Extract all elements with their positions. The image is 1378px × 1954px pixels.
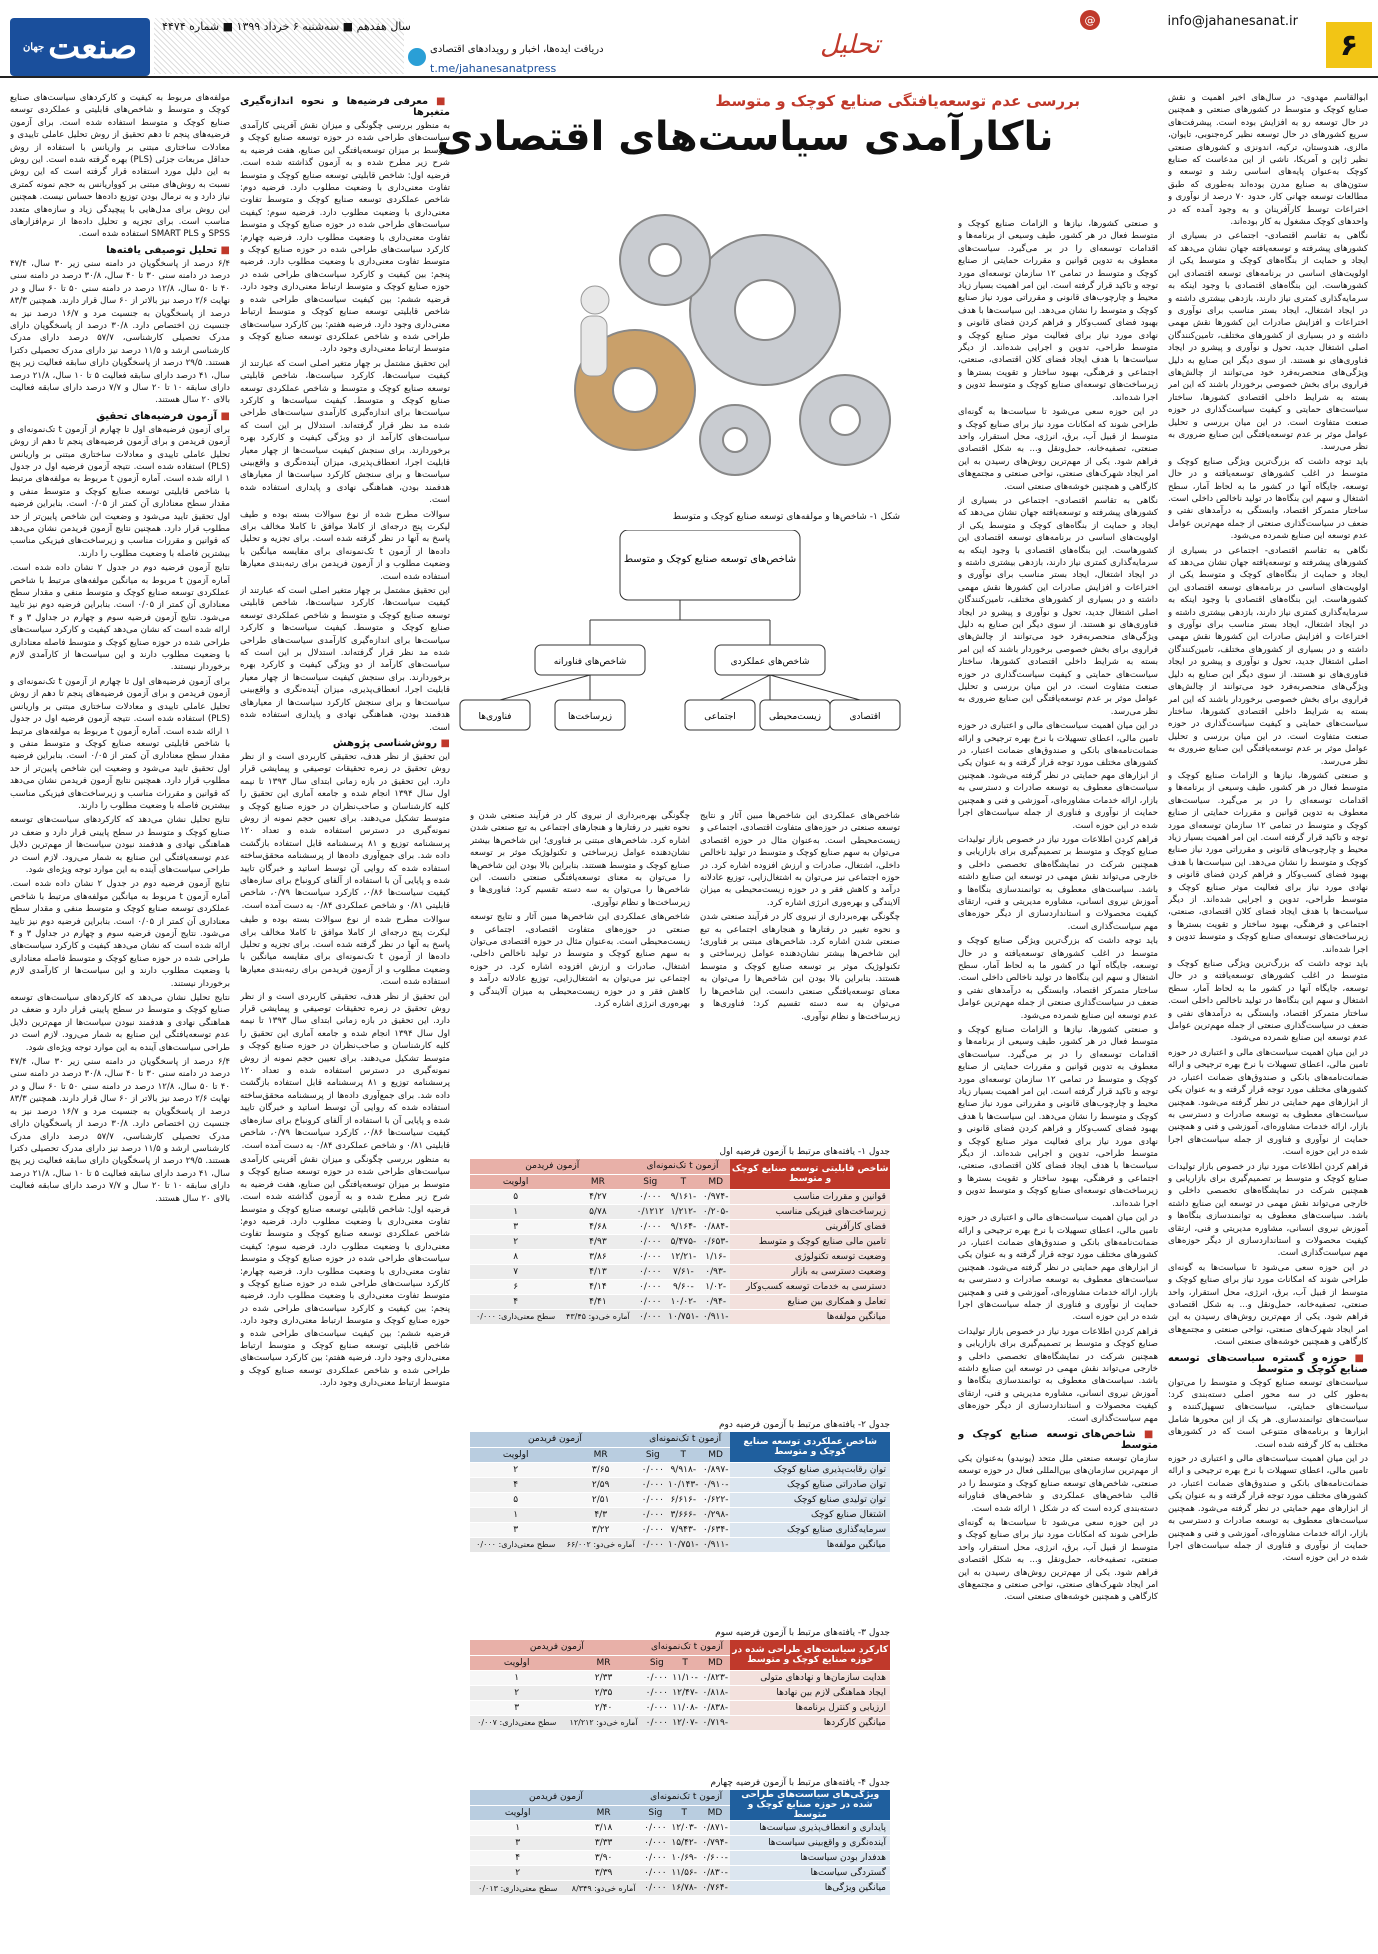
paragraph: و صنعتی کشورها، نیازها و الزامات صنایع کوچک و متوسط فعال در هر کشور، طیف وسیعی از برنامه‌ها و اقدامات توسعه‌ای را در بر می‌گیرد. سیاست‌های معطوف به تدوین قوانین و مقررات حمایتی از صنایع کوچک و متوسط در تمامی ۱۲ سازمان توسعه‌ای مورد توجه و تاکید قرار گرفته است. این امر اهمیت بسیار زیاد محیط و چارچوب‌های قانونی و مقرراتی مورد نیاز صنایع کوچک و متوسط را نشان می‌دهد. این سیاست‌ها با هدف بهبود فضای کسب‌وکار و فراهم کردن فضای قانونی و نهادی مورد نیاز برای فعالیت موثر صنایع کوچک و متوسط طراحی، تدوین و اجرایی شده‌اند. از دیگر سیاست‌ها با هدف ایجاد فضای کلان اقتصادی، صنعتی، اجتماعی و فرهنگی، بهبود ساختار و تقویت بسترها و زیرساخت‌های توسعه‌ای صنایع کوچک و متوسط تدوین و اجرا شده‌اند. [1168, 770, 1368, 955]
table-title: جدول ۱- یافته‌های مرتبط با آزمون فرضیه اول [719, 1147, 890, 1157]
row-label: توان تولیدی صنایع کوچک [730, 1492, 890, 1507]
table-cell: ۲/۵۱ [561, 1492, 639, 1507]
table-cell: -۱۲/۰۳ [669, 1821, 700, 1836]
table-cell: ۰/۰۰۰ [642, 1881, 669, 1896]
table-cell: سطح معنی‌داری: ۰/۰۰۰ [470, 1309, 561, 1324]
table-cell: -۰/۹۳ [701, 1264, 730, 1279]
article-kicker: بررسی عدم توسعه‌یافتگی صنایع کوچک و متوسط [715, 92, 1080, 110]
table-cell: -۰/۸۲۳ [700, 1670, 730, 1685]
paragraph: فراهم کردن اطلاعات مورد نیاز در خصوص بازار تولیدات صنایع کوچک و متوسط بر تصمیم‌گیری برای بازاریابی و همچنین شرکت در نمایشگاه‌های تخصصی داخلی و خارجی می‌تواند نقش مهمی در توسعه این صنایع داشته باشد. سیاست‌های معطوف به توانمندسازی بنگاه‌ها و آموزش نیروی انسانی، مشاوره مدیریتی و فنی، ارتقای کیفیت محصولات و استانداردسازی از دیگر حوزه‌های مهم سیاست‌گذاری است. [1168, 1161, 1368, 1259]
row-label: دسترسی به خدمات توسعه کسب‌وکار [730, 1279, 890, 1294]
column-header: T [669, 1805, 700, 1820]
table-cell: ۴/۴۱ [561, 1294, 634, 1309]
table-row [470, 1685, 890, 1700]
table-cell: -۳/۶۶۶ [666, 1507, 701, 1522]
table-cell: ۰/۰۰۰ [635, 1249, 666, 1264]
table-cell: ۴ [470, 1477, 561, 1492]
table-cell: -۱۲/۲۱ [666, 1249, 701, 1264]
table-cell: ۳ [470, 1522, 561, 1537]
column-header: Sig [644, 1655, 670, 1670]
table-cell: ۰/۰۰۰ [640, 1537, 666, 1552]
row-label: توان صادراتی صنایع کوچک [730, 1477, 890, 1492]
table-cell: -۰/۸۱۸ [700, 1685, 730, 1700]
table-cell: ۰/۰۰۰ [640, 1477, 666, 1492]
table-4 [470, 1776, 890, 1896]
table-cell: ۱ [470, 1821, 565, 1836]
table-cell: -۰/۷۱۹ [700, 1715, 730, 1730]
row-label: میانگین ویژگی‌ها [730, 1881, 890, 1896]
paragraph: در این حوزه سعی می‌شود تا سیاست‌ها به گونه‌ای طراحی شوند که امکانات مورد نیاز برای صنایع کوچک و متوسط از قبیل آب، برق، انرژی، محل استقرار، واحد صنعتی، تصفیه‌خانه، حمل‌ونقل و... به شکل اقتصادی فراهم شود. یکی از مهم‌ترین روش‌های رسیدن به این امر ایجاد شهرک‌های صنعتی، نواحی صنعتی و مجتمع‌های کارگاهی و همچنین خوشه‌های صنعتی است. [958, 407, 1158, 492]
table-cell: -۹/۶۰ [666, 1279, 701, 1294]
table-cell: ۴/۹۳ [561, 1234, 634, 1249]
table-cell: ۶ [470, 1279, 561, 1294]
leaf-label: زیست‌محیطی [769, 712, 821, 722]
table-cell: ۴/۳ [561, 1507, 639, 1522]
table-title: جدول ۲- یافته‌های مرتبط با آزمون فرضیه دوم [718, 1420, 890, 1430]
table-row [470, 1264, 890, 1279]
table-cell: -۱۲/۰۷ [670, 1715, 700, 1730]
column-header: T [666, 1447, 701, 1462]
table-cell: -۱۰/۷۵۱ [666, 1309, 701, 1324]
column-header: MR [561, 1447, 639, 1462]
table-cell: ۲ [470, 1462, 561, 1477]
column-1 [1168, 92, 1368, 1942]
root-node-label: شاخص‌های توسعه صنایع کوچک و متوسط [623, 554, 797, 565]
table-cell: ۳/۹۰ [565, 1851, 642, 1866]
table-cell: -۱۱/۰۸ [670, 1700, 700, 1715]
table-row [470, 1294, 890, 1309]
paragraph: باید توجه داشت که بزرگ‌ترین ویژگی صنایع کوچک و متوسط در اغلب کشورهای توسعه‌یافته و در حال توسعه، جایگاه آنها در کشور ما به لحاظ آمار، سطح اشتغال و سهم این بنگاه‌ها در تولید ناخالص داخلی است. ساختار متمرکز اقتصاد، وابستگی به درآمدهای نفتی و ضعف در سیاست‌گذاری صنعتی از جمله مهم‌ترین عوامل عدم توسعه این صنایع شمرده می‌شود. [1168, 959, 1368, 1044]
root-node [620, 530, 800, 600]
table-cell: -۰/۷۶۴ [700, 1881, 731, 1896]
ttest-header: آزمون t تک‌نمونه‌ای [640, 1432, 731, 1447]
column-header: MR [565, 1805, 642, 1820]
table-cell: -۱۰/۰۲ [666, 1294, 701, 1309]
subheading: ■ آزمون فرضیه‌های تحقیق [10, 411, 230, 422]
column-header: MR [563, 1655, 643, 1670]
paragraph: در این میان اهمیت سیاست‌های مالی و اعتباری در حوزه تامین مالی، اعطای تسهیلات با نرخ بهره ترجیحی و ارائه ضمانت‌نامه‌های بانکی و صندوق‌های ضمانت اعتبار، در کشورهای مختلف مورد توجه قرار گرفته و به عنوان یکی از ابزارهای مهم حمایتی در نظر گرفته می‌شود. همچنین سیاست‌های معطوف به توسعه صادرات و دسترسی به بازار، ارائه خدمات مشاوره‌ای، آموزشی و فنی و همچنین حمایت از نوآوری و فناوری از جمله سیاست‌های اجرا شده در این حوزه است. [1168, 1047, 1368, 1158]
table-cell: ۴ [470, 1294, 561, 1309]
table-1 [470, 1145, 890, 1325]
table-cell: ۳ [470, 1836, 565, 1851]
friedman-header: آزمون فریدمن [470, 1640, 644, 1655]
paragraph: ۶/۴ درصد از پاسخگویان در دامنه سنی زیر ۳۰ سال، ۴۷/۴ درصد در دامنه سنی ۳۰ تا ۴۰ سال، ۳۰/۸ درصد در دامنه سنی ۴۰ تا ۵۰ سال، ۱۲/۸ درصد در دامنه سنی ۵۰ تا ۶۰ سال و در نهایت ۲/۶ درصد نیز بالاتر از ۶۰ سال قرار دارند. همچنین ۸۳/۳ درصد از پاسخگویان به جنسیت مرد و ۱۶/۷ درصد نیز به جنسیت زن اختصاص دارد. ۳۰/۸ درصد از پاسخگویان دارای مدرک تحصیلی کارشناسی، ۵۷/۷ درصد دارای مدرک کارشناسی ارشد و ۱۱/۵ درصد نیز دارای مدرک تحصیلی دکترا هستند. ۲۹/۵ درصد از پاسخگویان دارای سابقه فعالیت زیر پنج سال، ۴۱ درصد دارای سابقه فعالیت ۵ تا ۱۰ سال، ۲۱/۸ درصد دارای سابقه ۱۰ تا ۲۰ سال و ۷/۷ درصد دارای سابقه فعالیت بالای ۲۰ سال هستند. [10, 1057, 230, 1204]
table-cell: -۰/۷۹۴ [700, 1836, 731, 1851]
table-cell: آماره خی‌دو: ۸/۳۴۹ [565, 1881, 642, 1896]
table-cell: -۷/۹۴۳ [666, 1522, 701, 1537]
table-cell: -۰/۹۴ [701, 1294, 730, 1309]
human-figure [581, 286, 609, 376]
table-cell: آماره خی‌دو: ۴۳/۴۵ [561, 1309, 634, 1324]
table-cell: -۰/۶۵۳ [701, 1234, 730, 1249]
paragraph: فراهم کردن اطلاعات مورد نیاز در خصوص بازار تولیدات صنایع کوچک و متوسط بر تصمیم‌گیری برای بازاریابی و همچنین شرکت در نمایشگاه‌های تخصصی داخلی و خارجی می‌تواند نقش مهمی در توسعه این صنایع داشته باشد. سیاست‌های معطوف به توانمندسازی بنگاه‌ها و آموزش نیروی انسانی، مشاوره مدیریتی و فنی، ارتقای کیفیت محصولات و استانداردسازی از دیگر حوزه‌های مهم سیاست‌گذاری است. [958, 1326, 1158, 1424]
table-header-main: ویژگی‌های سیاست‌های طراحی شده در حوزه صنایع کوچک و متوسط [730, 1790, 890, 1821]
table-row [470, 1715, 890, 1730]
table-cell: -۱۰/۱۴۳ [666, 1477, 701, 1492]
paragraph: باید توجه داشت که بزرگ‌ترین ویژگی صنایع کوچک و متوسط در اغلب کشورهای توسعه‌یافته و در حال توسعه، جایگاه آنها در کشور ما به لحاظ آمار، سطح اشتغال و سهم این بنگاه‌ها در تولید ناخالص داخلی است. ساختار متمرکز اقتصاد، وابستگی به درآمدهای نفتی و ضعف در سیاست‌گذاری صنعتی از جمله مهم‌ترین عوامل عدم توسعه این صنایع شمرده می‌شود. [958, 936, 1158, 1021]
page-number: ۶ [1326, 22, 1372, 68]
paragraph: این تحقیق مشتمل بر چهار متغیر اصلی است که عبارتند از کیفیت سیاست‌ها، کارکرد سیاست‌ها، شاخص قابلیتی توسعه صنایع کوچک و متوسط و شاخص عملکردی توسعه صنایع کوچک و متوسط. کیفیت سیاست‌ها و کارکرد سیاست‌ها برای اندازه‌گیری کارآمدی سیاست‌های طراحی شده مد نظر قرار گرفته‌اند. استدلال بر این است که سیاست‌های کارآمد از دو ویژگی کیفیت و کارکرد بهره برخوردارند. برای سنجش کیفیت سیاست‌ها از چهار معیار قابلیت اجرا، انعطاف‌پذیری، میزان آینده‌نگری و واقع‌بینی سیاست‌ها و برای سنجش کارکرد سیاست‌ها از معیارهای هدفمند بودن، هماهنگی نهادی و پایداری استفاده شده است. [240, 358, 450, 506]
paragraph: سیاست‌های توسعه صنایع کوچک و متوسط را می‌توان به‌طور کلی در سه محور اصلی دسته‌بندی کرد: سیاست‌های حمایتی، سیاست‌های تسهیل‌کننده و سیاست‌های توانمندسازی. هر یک از این محورها شامل ابزارها و برنامه‌های متنوعی است که در کشورهای مختلف به کار گرفته شده است. [1168, 1377, 1368, 1450]
row-label: تامین مالی صنایع کوچک و متوسط [730, 1234, 890, 1249]
table-row [470, 1507, 890, 1522]
section-title: تحلیل [820, 30, 881, 60]
newspaper-logo[interactable] [10, 18, 150, 76]
column-header: MD [700, 1655, 730, 1670]
column-header: T [670, 1655, 700, 1670]
friedman-header: آزمون فریدمن [470, 1432, 640, 1447]
paragraph: برای آزمون فرضیه‌های اول تا چهارم از آزمون t تک‌نمونه‌ای و آزمون فریدمن و برای آزمون فرضیه‌های پنجم تا دهم از روش تحلیل عاملی تاییدی و معادلات ساختاری مبتنی بر واریانس (PLS) استفاده شده است. نتیجه آزمون فرضیه اول در جدول ۱ ارائه شده است. آماره آزمون t مربوط به مولفه‌های مرتبط با شاخص قابلیتی توسعه صنایع کوچک و متوسط منفی و مقدار سطح معناداری آن کمتر از ۰/۰۵ است. بنابراین فرضیه اول تحقیق تایید می‌شود و وضعیت این شاخص پایین‌تر از حد مطلوب قرار دارد. همچنین نتایج آزمون فریدمن نشان می‌دهد که قوانین و مقررات مناسب و زیرساخت‌های فیزیکی مناسب بیشترین فاصله با وضعیت مطلوب را دارند. [10, 424, 230, 559]
table-cell: ۲ [470, 1866, 565, 1881]
mid-left-text [470, 810, 690, 1140]
column-header: T [666, 1174, 701, 1189]
table-cell: ۴/۱۳ [561, 1264, 634, 1279]
subheading: ■ حوزه و گستره سیاست‌های توسعه صنایع کوچک و متوسط [1168, 1353, 1368, 1375]
leaf-label: فناوری‌ها [478, 712, 512, 722]
row-label: وضعیت توسعه تکنولوژی [730, 1249, 890, 1264]
table-row [470, 1462, 890, 1477]
table-cell: ۲/۳۳ [563, 1670, 643, 1685]
paragraph: در این میان اهمیت سیاست‌های مالی و اعتباری در حوزه تامین مالی، اعطای تسهیلات با نرخ بهره ترجیحی و ارائه ضمانت‌نامه‌های بانکی و صندوق‌های ضمانت اعتبار، در کشورهای مختلف مورد توجه قرار گرفته و به عنوان یکی از ابزارهای مهم حمایتی در نظر گرفته می‌شود. همچنین سیاست‌های معطوف به توسعه صادرات و دسترسی به بازار، ارائه خدمات مشاوره‌ای، آموزشی و فنی و همچنین حمایت از نوآوری و فناوری از جمله سیاست‌های اجرا شده در این حوزه است. [958, 721, 1158, 831]
paragraph: نگاهی به تقاسم اقتصادی- اجتماعی در بسیاری از کشورهای پیشرفته و توسعه‌یافته جهان نشان می‌دهد که ایجاد و حمایت از بنگاه‌های کوچک و متوسط یکی از اولویت‌های اساسی در برنامه‌های توسعه اقتصادی این کشورهاست. این بنگاه‌های اقتصادی با وجود اینکه به سرمایه‌گذاری کمتری نیاز دارند، بازدهی بیشتری داشته و در ایجاد اشتغال، ایجاد بستر مناسب برای نوآوری و اختراعات و افزایش صادرات این کشورها نقش مهمی داشته و در بسیاری از کشورهای مختلف، تامین‌کنندگان اصلی اشتغال جدید، تحول و نوآوری و پیشرو در ایجاد فناوری‌های نو هستند. از سوی دیگر این صنایع به دلیل ویژگی‌های منحصربه‌فرد خود می‌توانند از چالش‌های فراروی برای بخش خصوصی برخوردار باشند که این امر بسته به شرایط داخلی اقتصادی کشورها، ساختار سیاست‌های حمایتی و کیفیت سیاست‌گذاری در حوزه صنعت متفاوت است. در این میان بررسی و تحلیل عوامل موثر بر عدم توسعه‌یافتگی این صنایع ضروری به نظر می‌رسد. [958, 495, 1158, 717]
table-cell: ۰/۱۲۱۲ [635, 1204, 666, 1219]
table-cell: ۰/۰۰۰ [644, 1685, 670, 1700]
table-cell: -۰/۲۰۵ [701, 1204, 730, 1219]
table-cell: ۴/۲۷ [561, 1189, 634, 1204]
paragraph: این تحقیق از نظر هدف، تحقیقی کاربردی است و از نظر روش تحقیق در زمره تحقیقات توصیفی و پیمایشی قرار دارد. این تحقیق در بازه زمانی ابتدای سال ۱۳۹۳ تا نیمه اول سال ۱۳۹۴ انجام شده و جامعه آماری این تحقیق را کلیه کارشناسان و صاحب‌نظران در حوزه صنایع کوچک و متوسط تشکیل می‌دهند. برای تعیین حجم نمونه از روش نمونه‌گیری در دسترس استفاده شده و تعداد ۱۲۰ پرسشنامه توزیع و ۸۱ پرسشنامه قابل استفاده بازگشت داده شد. برای جمع‌آوری داده‌ها از پرسشنامه محقق‌ساخته استفاده شده که روایی آن توسط اساتید و خبرگان تایید شده و پایایی آن با استفاده از آلفای کرونباخ برای سازه‌های کیفیت سیاست‌ها ۰/۸۶، کارکرد سیاست‌ها ۰/۷۹، شاخص قابلیتی ۰/۸۱ و شاخص عملکردی ۰/۸۴ به دست آمده است. [240, 991, 450, 1151]
column-header: Sig [635, 1174, 666, 1189]
logo-subtext: جهان [22, 41, 45, 53]
ttest-header: آزمون t تک‌نمونه‌ای [635, 1159, 731, 1174]
paragraph: شاخص‌های عملکردی این شاخص‌ها مبین آثار و نتایج توسعه صنعتی در حوزه‌های متفاوت اقتصادی، اجتماعی و زیست‌محیطی است. به‌عنوان مثال در حوزه اقتصادی می‌توان به سهم صنایع کوچک و متوسط در تولید ناخالص داخلی، اشتغال، صادرات و ارزش افزوده اشاره کرد. در حوزه اجتماعی نیز می‌توان به اشتغال‌زایی، توزیع عادلانه درآمد و کاهش فقر و در حوزه زیست‌محیطی به میزان آلایندگی و بهره‌وری انرژی اشاره کرد. [700, 811, 900, 908]
table-row [470, 1700, 890, 1715]
row-label: میانگین مولفه‌ها [730, 1537, 890, 1552]
table-row [470, 1851, 890, 1866]
row-label: گستردگی سیاست‌ها [730, 1866, 890, 1881]
table-cell: ۳/۱۸ [565, 1821, 642, 1836]
table-cell: ۲ [470, 1234, 561, 1249]
table-row [470, 1189, 890, 1204]
table-cell: ۳/۳۳ [565, 1836, 642, 1851]
logo-text: صنعت [48, 27, 138, 67]
table-cell: -۰/۶۰۰ [700, 1851, 731, 1866]
column-header: MR [561, 1174, 634, 1189]
table-cell: ۷ [470, 1264, 561, 1279]
row-label: ارزیابی و کنترل برنامه‌ها [730, 1700, 890, 1715]
table-cell: ۰/۰۰۰ [642, 1836, 669, 1851]
table-cell: -۰/۹۱۰ [701, 1477, 731, 1492]
table-cell: -۱/۰۲ [701, 1279, 730, 1294]
paragraph: و صنعتی کشورها، نیازها و الزامات صنایع کوچک و متوسط فعال در هر کشور، طیف وسیعی از برنامه‌ها و اقدامات توسعه‌ای را در بر می‌گیرد. سیاست‌های معطوف به تدوین قوانین و مقررات حمایتی از صنایع کوچک و متوسط در تمامی ۱۲ سازمان توسعه‌ای مورد توجه و تاکید قرار گرفته است. این امر اهمیت بسیار زیاد محیط و چارچوب‌های قانونی و مقرراتی مورد نیاز صنایع کوچک و متوسط را نشان می‌دهد. این سیاست‌ها با هدف بهبود فضای کسب‌وکار و فراهم کردن فضای قانونی و نهادی مورد نیاز برای فعالیت موثر صنایع کوچک و متوسط طراحی، تدوین و اجرایی شده‌اند. از دیگر سیاست‌ها با هدف ایجاد فضای کلان اقتصادی، صنعتی، اجتماعی و فرهنگی، بهبود ساختار و تقویت بسترها و زیرساخت‌های توسعه‌ای صنایع کوچک و متوسط تدوین و اجرا شده‌اند. [958, 1025, 1158, 1209]
row-label: آینده‌نگری و واقع‌بینی سیاست‌ها [730, 1836, 890, 1851]
row-label: میانگین کارکردها [730, 1715, 890, 1730]
table-cell: -۰/۹۷۴ [701, 1189, 730, 1204]
paragraph: این تحقیق از نظر هدف، تحقیقی کاربردی است و از نظر روش تحقیق در زمره تحقیقات توصیفی و پیمایشی قرار دارد. این تحقیق در بازه زمانی ابتدای سال ۱۳۹۳ تا نیمه اول سال ۱۳۹۴ انجام شده و جامعه آماری این تحقیق را کلیه کارشناسان و صاحب‌نظران در حوزه صنایع کوچک و متوسط تشکیل می‌دهند. برای تعیین حجم نمونه از روش نمونه‌گیری در دسترس استفاده شده و تعداد ۱۲۰ پرسشنامه توزیع و ۸۱ پرسشنامه قابل استفاده بازگشت داده شد. برای جمع‌آوری داده‌ها از پرسشنامه محقق‌ساخته استفاده شده که روایی آن توسط اساتید و خبرگان تایید شده و پایایی آن با استفاده از آلفای کرونباخ برای سازه‌های کیفیت سیاست‌ها ۰/۸۶، کارکرد سیاست‌ها ۰/۷۹، شاخص قابلیتی ۰/۸۱ و شاخص عملکردی ۰/۸۴ به دست آمده است. [240, 751, 450, 911]
table-title: جدول ۴- یافته‌های مرتبط با آزمون فرضیه چهارم [710, 1778, 890, 1788]
table-cell: ۰/۰۰۰ [642, 1851, 669, 1866]
row-label: میانگین مولفه‌ها [730, 1309, 890, 1324]
table-row [470, 1234, 890, 1249]
paragraph: سوالات مطرح شده از نوع سوالات بسته بوده و طیف لیکرت پنج درجه‌ای از کاملا موافق تا کاملا مخالف برای پاسخ به آنها در نظر گرفته شده است. برای تجزیه و تحلیل داده‌ها از آزمون t تک‌نمونه‌ای برای مقایسه میانگین با وضعیت مطلوب و از آزمون فریدمن برای رتبه‌بندی معیارها استفاده شده است. [240, 915, 450, 988]
table-cell: ۰/۰۰۰ [640, 1462, 666, 1477]
friedman-header: آزمون فریدمن [470, 1790, 642, 1805]
table-cell: -۹/۱۶۴ [666, 1219, 701, 1234]
table-row [470, 1670, 890, 1685]
leaf-label: اجتماعی [704, 712, 736, 722]
table-cell: ۲/۴۰ [563, 1700, 643, 1715]
paragraph: در این میان اهمیت سیاست‌های مالی و اعتباری در حوزه تامین مالی، اعطای تسهیلات با نرخ بهره ترجیحی و ارائه ضمانت‌نامه‌های بانکی و صندوق‌های ضمانت اعتبار، در کشورهای مختلف مورد توجه قرار گرفته و به عنوان یکی از ابزارهای مهم حمایتی در نظر گرفته می‌شود. همچنین سیاست‌های معطوف به توسعه صادرات و دسترسی به بازار، ارائه خدمات مشاوره‌ای، آموزشی و فنی و همچنین حمایت از نوآوری و فناوری از جمله سیاست‌های اجرا شده در این حوزه است. [1168, 1454, 1368, 1564]
table-cell: ۰/۰۰۰ [635, 1234, 666, 1249]
table-cell: -۱۰/۶۹ [669, 1851, 700, 1866]
table-cell: -۰/۸۸۴ [701, 1219, 730, 1234]
table-cell: -۰/۸۹۷ [701, 1462, 731, 1477]
indicators-diagram [440, 530, 910, 800]
paragraph: چگونگی بهره‌برداری از نیروی کار در فرآیند صنعتی شدن و نحوه تغییر در رفتارها و هنجارهای اجتماعی به تبع صنعتی شدن اشاره کرد. شاخص‌های مبتنی بر فناوری؛ این شاخص‌ها بیشتر نشان‌دهنده عوامل زیرساختی و تکنولوژیک موثر بر توسعه صنایع کوچک و متوسط هستند. بنابراین بالا بودن این شاخص‌ها را می‌توان به معنای توسعه‌یافتگی صنعتی دانست. این شاخص‌ها را می‌توان به سه دسته تقسیم کرد: فناوری‌ها و زیرساخت‌ها و نظام نوآوری. [700, 912, 900, 1022]
table-cell: ۰/۰۰۰ [635, 1219, 666, 1234]
paragraph: شاخص‌های عملکردی این شاخص‌ها مبین آثار و نتایج توسعه صنعتی در حوزه‌های متفاوت اقتصادی، اجتماعی و زیست‌محیطی است. به‌عنوان مثال در حوزه اقتصادی می‌توان به سهم صنایع کوچک و متوسط در تولید ناخالص داخلی، اشتغال، صادرات و ارزش افزوده اشاره کرد. در حوزه اجتماعی نیز می‌توان به اشتغال‌زایی، توزیع عادلانه درآمد و کاهش فقر و در حوزه زیست‌محیطی به میزان آلایندگی و بهره‌وری انرژی اشاره کرد. [470, 912, 690, 1010]
author-lead: ابوالقاسم مهدوی- در سال‌های اخیر اهمیت و نقش صنایع کوچک و متوسط در کشورهای صنعتی و همچنین در حال توسعه رو به افزایش بوده است. پیشرفت‌های سریع کشورهای در حال توسعه نظیر کره‌جنوبی، تایوان، مالزی، هندوستان، ترکیه، اندونزی و کشورهای صنعتی نظیر ژاپن و آمریکا، ناشی از این مدعاست که صنایع کوچک به‌عنوان پایه‌های اساسی رشد و توسعه و ستون‌های به صنایع مدرن بوده‌اند به‌طوری که طبق مطالعات توسعه جهانی کار، حدود ۷۰ درصد از نوآوری و اختراعات توسط کارآفرینان و به وجود آمده که در واحدهای کوچک مشغول به کار بوده‌اند. [1168, 93, 1368, 228]
table-header-main: کارکرد سیاست‌های طراحی شده در حوزه صنایع کوچک و متوسط [730, 1640, 890, 1670]
table-cell: آماره خی‌دو: ۶۶/۰۰۲ [561, 1537, 639, 1552]
paragraph: چگونگی بهره‌برداری از نیروی کار در فرآیند صنعتی شدن و نحوه تغییر در رفتارها و هنجارهای اجتماعی به تبع صنعتی شدن اشاره کرد. شاخص‌های مبتنی بر فناوری؛ این شاخص‌ها بیشتر نشان‌دهنده عوامل زیرساختی و تکنولوژیک موثر بر توسعه صنایع کوچک و متوسط هستند. بنابراین بالا بودن این شاخص‌ها را می‌توان به معنای توسعه‌یافتگی صنعتی دانست. این شاخص‌ها را می‌توان به سه دسته تقسیم کرد: فناوری‌ها و زیرساخت‌ها و نظام نوآوری. [470, 811, 690, 908]
figure-caption: شکل ۱- شاخص‌ها و مولفه‌های توسعه صنایع کوچک و متوسط [672, 512, 900, 522]
telegram-text: دریافت ایده‌ها، اخبار و رویدادهای اقتصادی [430, 44, 604, 55]
table-cell: ۰/۰۰۰ [642, 1821, 669, 1836]
row-label: هدفدار بودن سیاست‌ها [730, 1851, 890, 1866]
table-cell: -۰/۸۳۸ [700, 1700, 730, 1715]
table-cell: -۱۵/۴۲ [669, 1836, 700, 1851]
subheading: ■ روش‌شناسی پژوهش [240, 738, 450, 749]
table-cell: -۰/۸۷۱ [700, 1821, 731, 1836]
gears-illustration [545, 190, 905, 490]
email-icon: @ [1080, 10, 1100, 30]
row-label: وضعیت دسترسی به بازار [730, 1264, 890, 1279]
table-cell: ۰/۰۰۰ [644, 1670, 670, 1685]
paragraph: نتایج آزمون فرضیه دوم در جدول ۲ نشان داده شده است. آماره آزمون t مربوط به میانگین مولفه‌های مرتبط با شاخص عملکردی توسعه صنایع کوچک و متوسط منفی و مقدار سطح معناداری آن کمتر از ۰/۰۵ است. بنابراین فرضیه دوم نیز تایید می‌شود. نتایج آزمون فرضیه سوم و چهارم در جداول ۳ و ۴ ارائه شده است که نشان می‌دهد کیفیت و کارکرد سیاست‌های طراحی شده در حوزه صنایع کوچک و متوسط فاصله معناداری با وضعیت مطلوب دارند و این سیاست‌ها از کارآمدی لازم برخوردار نیستند. [10, 879, 230, 989]
table-header-main: شاخص قابلیتی توسعه صنایع کوچک و متوسط [730, 1159, 890, 1189]
table-cell: ۴/۶۸ [561, 1219, 634, 1234]
column-header: MD [701, 1447, 731, 1462]
table-cell: ۰/۰۰۰ [640, 1492, 666, 1507]
table-cell: ۰/۰۰۰ [640, 1507, 666, 1522]
subheading: ■ معرفی فرضیه‌ها و نحوه اندازه‌گیری متغیرها [240, 96, 450, 118]
table-cell: -۰/۹۱۱ [701, 1309, 730, 1324]
paragraph: نگاهی به تقاسم اقتصادی- اجتماعی در بسیاری از کشورهای پیشرفته و توسعه‌یافته جهان نشان می‌دهد که ایجاد و حمایت از بنگاه‌های کوچک و متوسط یکی از اولویت‌های اساسی در برنامه‌های توسعه اقتصادی این کشورهاست. این بنگاه‌های اقتصادی با وجود اینکه به سرمایه‌گذاری کمتری نیاز دارند، بازدهی بیشتری داشته و در ایجاد اشتغال، ایجاد بستر مناسب برای نوآوری و اختراعات و افزایش صادرات این کشورها نقش مهمی داشته و در بسیاری از کشورهای مختلف، تامین‌کنندگان اصلی اشتغال جدید، تحول و نوآوری و پیشرو در ایجاد فناوری‌های نو هستند. از سوی دیگر این صنایع به دلیل ویژگی‌های منحصربه‌فرد خود می‌توانند از چالش‌های فراروی برای بخش خصوصی برخوردار باشند که این امر بسته به شرایط داخلی اقتصادی کشورها، ساختار سیاست‌های حمایتی و کیفیت سیاست‌گذاری در حوزه صنعت متفاوت است. در این میان بررسی و تحلیل عوامل موثر بر عدم توسعه‌یافتگی این صنایع ضروری به نظر می‌رسد. [1168, 231, 1368, 453]
table-cell: ۰/۰۰۰ [644, 1715, 670, 1730]
table-cell: -۱۰/۷۵۱ [666, 1537, 701, 1552]
table-row [470, 1279, 890, 1294]
table-cell: ۵/۷۸ [561, 1204, 634, 1219]
table-3 [470, 1626, 890, 1731]
table-cell: ۳ [470, 1700, 563, 1715]
telegram-icon [408, 48, 426, 66]
table-cell: ۰/۰۰۰ [635, 1279, 666, 1294]
paragraph: نتایج تحلیل نشان می‌دهد که کارکردهای سیاست‌های توسعه صنایع کوچک و متوسط در سطح پایینی قرار دارد و ضعف در هماهنگی نهادی و هدفمند نبودن سیاست‌ها از مهم‌ترین دلایل عدم توسعه‌یافتگی این صنایع به شمار می‌رود. لازم است در طراحی سیاست‌های آینده به این موارد توجه ویژه‌ای شود. [10, 993, 230, 1053]
tech-node-label: شاخص‌های فناورانه [553, 657, 627, 667]
table-cell: -۱/۱۶ [701, 1249, 730, 1264]
paragraph: این تحقیق مشتمل بر چهار متغیر اصلی است که عبارتند از کیفیت سیاست‌ها، کارکرد سیاست‌ها، شاخص قابلیتی توسعه صنایع کوچک و متوسط و شاخص عملکردی توسعه صنایع کوچک و متوسط. کیفیت سیاست‌ها و کارکرد سیاست‌ها برای اندازه‌گیری کارآمدی سیاست‌های طراحی شده مد نظر قرار گرفته‌اند. استدلال بر این است که سیاست‌های کارآمد از دو ویژگی کیفیت و کارکرد بهره برخوردارند. برای سنجش کیفیت سیاست‌ها از چهار معیار قابلیت اجرا، انعطاف‌پذیری، میزان آینده‌نگری و واقع‌بینی سیاست‌ها و برای سنجش کارکرد سیاست‌ها از معیارهای هدفمند بودن، هماهنگی نهادی و پایداری استفاده شده است. [240, 586, 450, 733]
paragraph: ۶/۴ درصد از پاسخگویان در دامنه سنی زیر ۳۰ سال، ۴۷/۴ درصد در دامنه سنی ۳۰ تا ۴۰ سال، ۳۰/۸ درصد در دامنه سنی ۴۰ تا ۵۰ سال، ۱۲/۸ درصد در دامنه سنی ۵۰ تا ۶۰ سال و در نهایت ۲/۶ درصد نیز بالاتر از ۶۰ سال قرار دارند. همچنین ۸۳/۳ درصد از پاسخگویان به جنسیت مرد و ۱۶/۷ درصد نیز به جنسیت زن اختصاص دارد. ۳۰/۸ درصد از پاسخگویان دارای مدرک تحصیلی کارشناسی، ۵۷/۷ درصد دارای مدرک کارشناسی ارشد و ۱۱/۵ درصد نیز دارای مدرک تحصیلی دکترا هستند. ۲۹/۵ درصد از پاسخگویان دارای سابقه فعالیت زیر پنج سال، ۴۱ درصد دارای سابقه فعالیت ۵ تا ۱۰ سال، ۲۱/۸ درصد دارای سابقه ۱۰ تا ۲۰ سال و ۷/۷ درصد دارای سابقه فعالیت بالای ۲۰ سال هستند. [10, 258, 230, 406]
column-4 [10, 92, 230, 1942]
table-cell: ۱ [470, 1204, 561, 1219]
row-label: قوانین و مقررات مناسب [730, 1189, 890, 1204]
table-row [470, 1219, 890, 1234]
table-cell: ۱ [470, 1507, 561, 1522]
friedman-header: آزمون فریدمن [470, 1159, 635, 1174]
table-cell: -۱۲/۴۷ [670, 1685, 700, 1700]
paragraph: مولفه‌های مربوط به کیفیت و کارکردهای سیاست‌های صنایع کوچک و متوسط و شاخص‌های قابلیتی و عملکردی توسعه صنایع کوچک و متوسط استفاده شده است. برای آزمون فرضیه‌های پنجم تا دهم تحقیق از روش تحلیل عاملی تاییدی و معادلات ساختاری مبتنی بر واریانس با استفاده از روش حداقل مربعات جزئی (PLS) بهره گرفته شده است. این روش به این دلیل مورد استفاده قرار گرفته است که این روش نسبت به روش‌های مبتنی بر کوواریانس به حجم نمونه کمتری نیاز دارد و به نرمال بودن توزیع داده‌ها حساس نیست. همچنین این روش برای مدل‌هایی با پیچیدگی زیاد و سازه‌های متعدد مناسب است. برای تجزیه و تحلیل داده‌ها از نرم‌افزارهای SPSS و SMART PLS استفاده شده است. [10, 93, 230, 240]
table-cell: سطح معنی‌داری: ۰/۰۰۰ [470, 1537, 561, 1552]
table-cell: ۳/۳۹ [565, 1866, 642, 1881]
column-header: MD [701, 1174, 730, 1189]
paragraph: به منظور بررسی چگونگی و میزان نقش آفرینی کارآمدی سیاست‌های طراحی شده در حوزه توسعه صنایع کوچک و متوسط بر میزان توسعه‌یافتگی این صنایع، هفت فرضیه به شرح زیر مطرح شده و به آزمون گذاشته شده است. فرضیه اول: شاخص قابلیتی توسعه صنایع کوچک و متوسط تفاوت معنی‌داری با وضعیت مطلوب دارد. فرضیه دوم: شاخص عملکردی توسعه صنایع کوچک و متوسط تفاوت معنی‌داری با وضعیت مطلوب دارد. فرضیه سوم: کیفیت سیاست‌های طراحی شده در حوزه صنایع کوچک و متوسط تفاوت معنی‌داری با وضعیت مطلوب دارد. فرضیه چهارم: کارکرد سیاست‌های طراحی شده در حوزه صنایع کوچک و متوسط تفاوت معنی‌داری با وضعیت مطلوب دارد. فرضیه پنجم: بین کیفیت و کارکرد سیاست‌های طراحی شده در حوزه صنایع کوچک و متوسط ارتباط معنی‌داری وجود دارد. فرضیه ششم: بین کیفیت سیاست‌های طراحی شده و شاخص قابلیتی توسعه صنایع کوچک و متوسط ارتباط معنی‌داری وجود دارد. فرضیه هفتم: بین کارکرد سیاست‌های طراحی شده و شاخص عملکردی توسعه صنایع کوچک و متوسط ارتباط معنی‌داری وجود دارد. [240, 1154, 450, 1389]
table-cell: ۱ [470, 1670, 563, 1685]
table-cell: ۰/۰۰۰ [640, 1522, 666, 1537]
table-header-main: شاخص عملکردی توسعه صنایع کوچک و متوسط [730, 1432, 890, 1462]
table-row [470, 1821, 890, 1836]
table-row [470, 1492, 890, 1507]
row-label: توان رقابت‌پذیری صنایع کوچک [730, 1462, 890, 1477]
table-row [470, 1204, 890, 1219]
row-label: سرمایه‌گذاری صنایع کوچک [730, 1522, 890, 1537]
column-header: Sig [642, 1805, 669, 1820]
table-row [470, 1537, 890, 1552]
row-label: زیرساخت‌های فیزیکی مناسب [730, 1204, 890, 1219]
column-header: Sig [640, 1447, 666, 1462]
row-label: ایجاد هماهنگی لازم بین نهادها [730, 1685, 890, 1700]
table-row [470, 1866, 890, 1881]
table-cell: ۳/۲۲ [561, 1522, 639, 1537]
row-label: اشتغال صنایع کوچک [730, 1507, 890, 1522]
table-cell: -۰/۸۳۰ [700, 1866, 731, 1881]
column-header: اولویت [470, 1174, 561, 1189]
paragraph: فراهم کردن اطلاعات مورد نیاز در خصوص بازار تولیدات صنایع کوچک و متوسط بر تصمیم‌گیری برای بازاریابی و همچنین شرکت در نمایشگاه‌های تخصصی داخلی و خارجی می‌تواند نقش مهمی در توسعه این صنایع داشته باشد. سیاست‌های معطوف به توانمندسازی بنگاه‌ها و آموزش نیروی انسانی، مشاوره مدیریتی و فنی، ارتقای کیفیت محصولات و استانداردسازی از دیگر حوزه‌های مهم سیاست‌گذاری است. [958, 834, 1158, 932]
table-cell: ۳/۸۶ [561, 1249, 634, 1264]
paragraph: سوالات مطرح شده از نوع سوالات بسته بوده و طیف لیکرت پنج درجه‌ای از کاملا موافق تا کاملا مخالف برای پاسخ به آنها در نظر گرفته شده است. برای تجزیه و تحلیل داده‌ها از آزمون t تک‌نمونه‌ای برای مقایسه میانگین با وضعیت مطلوب و از آزمون فریدمن برای رتبه‌بندی معیارها استفاده شده است. [240, 509, 450, 582]
issue-date: سال هفدهم ■ سه‌شنبه ۶ خرداد ۱۳۹۹ ■ شماره ۴۴۷۴ [162, 20, 411, 33]
leaf-label: زیرساخت‌ها [568, 712, 612, 722]
table-row [470, 1881, 890, 1896]
table-cell: سطح معنی‌داری: ۰/۰۰۷ [470, 1715, 563, 1730]
table-cell: ۴ [470, 1851, 565, 1866]
table-cell: ۲/۳۵ [563, 1685, 643, 1700]
ttest-header: آزمون t تک‌نمونه‌ای [642, 1790, 730, 1805]
table-cell: ۴/۱۴ [561, 1279, 634, 1294]
table-row [470, 1309, 890, 1324]
table-title: جدول ۳- یافته‌های مرتبط با آزمون فرضیه سوم [715, 1628, 890, 1638]
paragraph: و صنعتی کشورها، نیازها و الزامات صنایع کوچک و متوسط فعال در هر کشور، طیف وسیعی از برنامه‌ها و اقدامات توسعه‌ای را در بر می‌گیرد. سیاست‌های معطوف به تدوین قوانین و مقررات حمایتی از صنایع کوچک و متوسط در تمامی ۱۲ سازمان توسعه‌ای مورد توجه و تاکید قرار گرفته است. این امر اهمیت بسیار زیاد محیط و چارچوب‌های قانونی و مقرراتی مورد نیاز صنایع کوچک و متوسط را نشان می‌دهد. این سیاست‌ها با هدف بهبود فضای کسب‌وکار و فراهم کردن فضای قانونی و نهادی مورد نیاز برای فعالیت موثر صنایع کوچک و متوسط طراحی، تدوین و اجرایی شده‌اند. از دیگر سیاست‌ها با هدف ایجاد فضای کلان اقتصادی، صنعتی، اجتماعی و فرهنگی، بهبود ساختار و تقویت بسترها و زیرساخت‌های توسعه‌ای صنایع کوچک و متوسط تدوین و اجرا شده‌اند. [958, 219, 1158, 403]
column-3 [240, 92, 450, 1942]
paragraph: نتایج آزمون فرضیه دوم در جدول ۲ نشان داده شده است. آماره آزمون t مربوط به میانگین مولفه‌های مرتبط با شاخص عملکردی توسعه صنایع کوچک و متوسط منفی و مقدار سطح معناداری آن کمتر از ۰/۰۵ است. بنابراین فرضیه دوم نیز تایید می‌شود. نتایج آزمون فرضیه سوم و چهارم در جداول ۳ و ۴ ارائه شده است که نشان می‌دهد کیفیت و کارکرد سیاست‌های طراحی شده در حوزه صنایع کوچک و متوسط فاصله معناداری با وضعیت مطلوب دارند و این سیاست‌ها از کارآمدی لازم برخوردار نیستند. [10, 563, 230, 673]
table-cell: سطح معنی‌داری: ۰/۰۱۳ [470, 1881, 565, 1896]
subheading: ■ شاخص‌های توسعه صنایع کوچک و متوسط [958, 1429, 1158, 1451]
column-header: اولویت [470, 1447, 561, 1462]
table-cell: ۲ [470, 1685, 563, 1700]
table-cell: -۹/۹۱۸ [666, 1462, 701, 1477]
paragraph: در این حوزه سعی می‌شود تا سیاست‌ها به گونه‌ای طراحی شوند که امکانات مورد نیاز برای صنایع کوچک و متوسط از قبیل آب، برق، انرژی، محل استقرار، واحد صنعتی، تصفیه‌خانه، حمل‌ونقل و... به شکل اقتصادی فراهم شود. یکی از مهم‌ترین روش‌های رسیدن به این امر ایجاد شهرک‌های صنعتی، نواحی صنعتی و مجتمع‌های کارگاهی و همچنین خوشه‌های صنعتی است. [1168, 1262, 1368, 1348]
table-cell: -۱۱/۵۶ [669, 1866, 700, 1881]
table-row [470, 1477, 890, 1492]
table-cell: -۹/۱۶۱ [666, 1189, 701, 1204]
paragraph: برای آزمون فرضیه‌های اول تا چهارم از آزمون t تک‌نمونه‌ای و آزمون فریدمن و برای آزمون فرضیه‌های پنجم تا دهم از روش تحلیل عاملی تاییدی و معادلات ساختاری مبتنی بر واریانس (PLS) استفاده شده است. نتیجه آزمون فرضیه اول در جدول ۱ ارائه شده است. آماره آزمون t مربوط به مولفه‌های مرتبط با شاخص قابلیتی توسعه صنایع کوچک و متوسط منفی و مقدار سطح معناداری آن کمتر از ۰/۰۵ است. بنابراین فرضیه اول تحقیق تایید می‌شود و وضعیت این شاخص پایین‌تر از حد مطلوب قرار دارد. همچنین نتایج آزمون فریدمن نشان می‌دهد که قوانین و مقررات مناسب و زیرساخت‌های فیزیکی مناسب بیشترین فاصله با وضعیت مطلوب را دارند. [10, 676, 230, 811]
page-header [0, 0, 1378, 78]
paragraph: در این میان اهمیت سیاست‌های مالی و اعتباری در حوزه تامین مالی، اعطای تسهیلات با نرخ بهره ترجیحی و ارائه ضمانت‌نامه‌های بانکی و صندوق‌های ضمانت اعتبار، در کشورهای مختلف مورد توجه قرار گرفته و به عنوان یکی از ابزارهای مهم حمایتی در نظر گرفته می‌شود. همچنین سیاست‌های معطوف به توسعه صادرات و دسترسی به بازار، ارائه خدمات مشاوره‌ای، آموزشی و فنی و همچنین حمایت از نوآوری و فناوری از جمله سیاست‌های اجرا شده در این حوزه است. [958, 1213, 1158, 1323]
column-header: اولویت [470, 1805, 565, 1820]
table-cell: ۰/۰۰۰ [635, 1189, 666, 1204]
table-cell: ۰/۰۰۰ [644, 1700, 670, 1715]
paragraph: نگاهی به تقاسم اقتصادی- اجتماعی در بسیاری از کشورهای پیشرفته و توسعه‌یافته جهان نشان می‌دهد که ایجاد و حمایت از بنگاه‌های کوچک و متوسط یکی از اولویت‌های اساسی در برنامه‌های توسعه اقتصادی این کشورهاست. این بنگاه‌های اقتصادی با وجود اینکه به سرمایه‌گذاری کمتری نیاز دارند، بازدهی بیشتری داشته و در ایجاد اشتغال، ایجاد بستر مناسب برای نوآوری و اختراعات و افزایش صادرات این کشورها نقش مهمی داشته و در بسیاری از کشورهای مختلف، تامین‌کنندگان اصلی اشتغال جدید، تحول و نوآوری و پیشرو در ایجاد فناوری‌های نو هستند. از سوی دیگر این صنایع به دلیل ویژگی‌های منحصربه‌فرد خود می‌توانند از چالش‌های فراروی برای بخش خصوصی برخوردار باشند که این امر بسته به شرایط داخلی اقتصادی کشورها، ساختار سیاست‌های حمایتی و کیفیت سیاست‌گذاری در حوزه صنعت متفاوت است. در این میان بررسی و تحلیل عوامل موثر بر عدم توسعه‌یافتگی این صنایع ضروری به نظر می‌رسد. [1168, 545, 1368, 767]
ttest-header: آزمون t تک‌نمونه‌ای [644, 1640, 731, 1655]
table-cell: ۰/۰۰۰ [635, 1309, 666, 1324]
table-cell: -۰/۹۱۱ [701, 1537, 731, 1552]
row-label: هدایت سازمان‌ها و نهادهای متولی [730, 1670, 890, 1685]
table-cell: آماره خی‌دو: ۱۲/۲۱۲ [563, 1715, 643, 1730]
table-cell: -۰/۲۹۸ [701, 1507, 731, 1522]
table-cell: ۵ [470, 1189, 561, 1204]
table-cell: -۱۶/۷۸ [669, 1881, 700, 1896]
table-cell: ۳ [470, 1219, 561, 1234]
table-cell: -۱۱/۱۰ [670, 1670, 700, 1685]
table-cell: ۰/۰۰۰ [642, 1866, 669, 1881]
table-row [470, 1522, 890, 1537]
table-cell: ۳/۶۵ [561, 1462, 639, 1477]
paragraph: در این حوزه سعی می‌شود تا سیاست‌ها به گونه‌ای طراحی شوند که امکانات مورد نیاز برای صنایع کوچک و متوسط از قبیل آب، برق، انرژی، محل استقرار، واحد صنعتی، تصفیه‌خانه، حمل‌ونقل و... به شکل اقتصادی فراهم شود. یکی از مهم‌ترین روش‌های رسیدن به این امر ایجاد شهرک‌های صنعتی، نواحی صنعتی و مجتمع‌های کارگاهی و همچنین خوشه‌های صنعتی است. [958, 1518, 1158, 1603]
table-cell: -۷/۶۱ [666, 1264, 701, 1279]
table-row [470, 1836, 890, 1851]
table-cell: -۵/۴۷۵ [666, 1234, 701, 1249]
column-2 [958, 218, 1158, 1943]
leaf-label: اقتصادی [849, 712, 881, 722]
paragraph: سازمان توسعه صنعتی ملل متحد (یونیدو) به‌عنوان یکی از مهم‌ترین سازمان‌های بین‌المللی فعال در حوزه توسعه صنعتی، شاخص‌های توسعه صنایع کوچک و متوسط را در قالب شاخص‌های عملکردی و شاخص‌های فناورانه دسته‌بندی کرده است که در شکل ۱ ارائه شده است. [958, 1454, 1158, 1514]
table-cell: ۸ [470, 1249, 561, 1264]
table-2 [470, 1418, 890, 1553]
performance-node-label: شاخص‌های عملکردی [730, 657, 810, 667]
column-header: MD [700, 1805, 731, 1820]
row-label: پایداری و انعطاف‌پذیری سیاست‌ها [730, 1821, 890, 1836]
mid-right-text [700, 810, 900, 1140]
table-cell: ۰/۰۰۰ [635, 1294, 666, 1309]
paragraph: باید توجه داشت که بزرگ‌ترین ویژگی صنایع کوچک و متوسط در اغلب کشورهای توسعه‌یافته و در حال توسعه، جایگاه آنها در کشور ما به لحاظ آمار، سطح اشتغال و سهم این بنگاه‌ها در تولید ناخالص داخلی است. ساختار متمرکز اقتصاد، وابستگی به درآمدهای نفتی و ضعف در سیاست‌گذاری صنعتی از جمله مهم‌ترین عوامل عدم توسعه این صنایع شمرده می‌شود. [1168, 456, 1368, 542]
table-cell: -۶/۶۱۶ [666, 1492, 701, 1507]
table-cell: ۲/۵۹ [561, 1477, 639, 1492]
article-headline: ناکارآمدی سیاست‌های اقتصادی [436, 114, 1054, 160]
table-cell: ۵ [470, 1492, 561, 1507]
email-address[interactable]: info@jahanesanat.ir [1167, 14, 1298, 29]
table-cell: -۰/۶۳۴ [701, 1522, 731, 1537]
row-label: فضای کارآفرینی [730, 1219, 890, 1234]
subheading: ■ تحلیل توصیفی یافته‌ها [10, 245, 230, 256]
row-label: تعامل و همکاری بین صنایع [730, 1294, 890, 1309]
table-cell: -۰/۶۲۲ [701, 1492, 731, 1507]
table-cell: -۱/۲۱۲ [666, 1204, 701, 1219]
table-cell: ۰/۰۰۰ [635, 1264, 666, 1279]
telegram-link[interactable]: t.me/jahanesanatpress [430, 62, 557, 75]
table-row [470, 1249, 890, 1264]
paragraph: به منظور بررسی چگونگی و میزان نقش آفرینی کارآمدی سیاست‌های طراحی شده در حوزه توسعه صنایع کوچک و متوسط بر میزان توسعه‌یافتگی این صنایع، هفت فرضیه به شرح زیر مطرح شده و به آزمون گذاشته شده است. فرضیه اول: شاخص قابلیتی توسعه صنایع کوچک و متوسط تفاوت معنی‌داری با وضعیت مطلوب دارد. فرضیه دوم: شاخص عملکردی توسعه صنایع کوچک و متوسط تفاوت معنی‌داری با وضعیت مطلوب دارد. فرضیه سوم: کیفیت سیاست‌های طراحی شده در حوزه صنایع کوچک و متوسط تفاوت معنی‌داری با وضعیت مطلوب دارد. فرضیه چهارم: کارکرد سیاست‌های طراحی شده در حوزه صنایع کوچک و متوسط تفاوت معنی‌داری با وضعیت مطلوب دارد. فرضیه پنجم: بین کیفیت و کارکرد سیاست‌های طراحی شده در حوزه صنایع کوچک و متوسط ارتباط معنی‌داری وجود دارد. فرضیه ششم: بین کیفیت سیاست‌های طراحی شده و شاخص قابلیتی توسعه صنایع کوچک و متوسط ارتباط معنی‌داری وجود دارد. فرضیه هفتم: بین کارکرد سیاست‌های طراحی شده و شاخص عملکردی توسعه صنایع کوچک و متوسط ارتباط معنی‌داری وجود دارد. [240, 121, 450, 355]
paragraph: نتایج تحلیل نشان می‌دهد که کارکردهای سیاست‌های توسعه صنایع کوچک و متوسط در سطح پایینی قرار دارد و ضعف در هماهنگی نهادی و هدفمند نبودن سیاست‌ها از مهم‌ترین دلایل عدم توسعه‌یافتگی این صنایع به شمار می‌رود. لازم است در طراحی سیاست‌های آینده به این موارد توجه ویژه‌ای شود. [10, 815, 230, 875]
column-header: اولویت [470, 1655, 563, 1670]
